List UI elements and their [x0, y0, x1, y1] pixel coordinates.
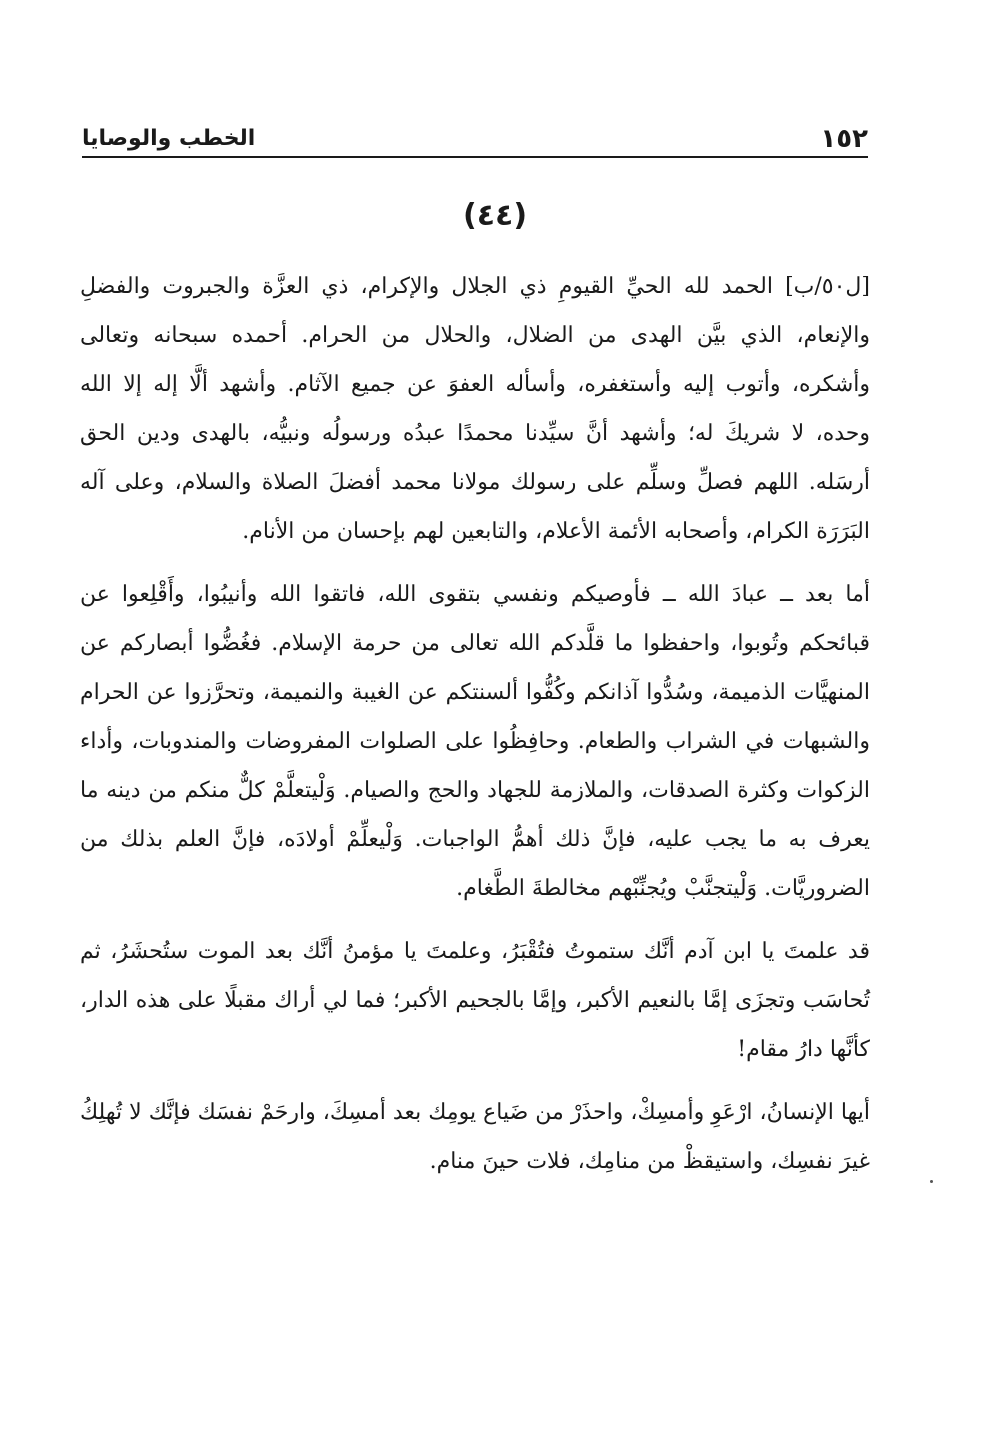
- body-text: [80, 262, 870, 1200]
- page-header: [82, 118, 868, 158]
- running-title: الخطب والوصايا: [82, 126, 256, 151]
- paragraph-reminder-of-death: قد علمتَ يا ابن آدم أنَّك ستموتُ فتُقْبَرُ، وعلمتَ يا مؤمنُ أنَّك بعد الموت ستُحشَرُ، ثم تُحاسَب وتجزَى إمَّا بالنعيم الأكبر، وإمَّا بالجحيم الأكبر؛ فما لي أراك مقبلًا على هذه الدار، كأنَّها دارُ مقام!: [80, 939, 870, 1062]
- section-number: (٤٤): [462, 198, 528, 233]
- paragraph-address-to-man: أيها الإنسانُ، ارْعَوِ وأمسِكْ، واحذَرْ من ضَياع يومِك بعد أمسِكَ، وارحَمْ نفسَك فإنَّك لا تُهلِكُ غيرَ نفسِك، واستيقظْ من منامِك، فلات حينَ منام.: [80, 1100, 870, 1174]
- header-divider: [82, 156, 868, 158]
- page-number: ١٥٢: [820, 124, 868, 154]
- paragraph-opening-praise: [ل٥٠/ب] الحمد لله الحيِّ القيومِ ذي الجلال والإكرام، ذي العزَّة والجبروت والفضلِ والإنعام، الذي بيَّن الهدى من الضلال، والحلال من الحرام. أحمده سبحانه وتعالى وأشكره، وأتوب إليه وأستغفره، وأسأله العفوَ عن جميع الآثام. وأشهد ألَّا إله إلا الله وحده، لا شريكَ له؛ وأشهد أنَّ سيِّدنا محمدًا عبدُه ورسولُه ونبيُّه، بالهدى ودين الحق أرسَله. اللهم فصلِّ وسلِّم على رسولك مولانا محمد أفضلَ الصلاة والسلام، وعلى آله البَرَرَة الكرام، وأصحابه الأئمة الأعلام، والتابعين لهم بإحسان من الأنام.: [80, 274, 870, 544]
- paragraph-exhortation: أما بعد ــ عبادَ الله ــ فأوصيكم ونفسي بتقوى الله، فاتقوا الله وأنيبُوا، وأَقْلِعوا عن قبائحكم وتُوبوا، واحفظوا ما قلَّدكم الله تعالى من حرمة الإسلام. فغُضُّوا أبصاركم عن المنهيَّات الذميمة، وسُدُّوا آذانكم وكُفُّوا ألسنتكم عن الغيبة والنميمة، وتحرَّزوا عن الحرام والشبهات في الشراب والطعام. وحافِظُوا على الصلوات المفروضات والمندوبات، وأداء الزكوات وكثرة الصدقات، والملازمة للجهاد والحج والصيام. وَلْيتعلَّمْ كلٌّ منكم من دينه ما يعرف به ما يجب عليه، فإنَّ ذلك أهمُّ الواجبات. وَلْيعلِّمْ أولادَه، فإنَّ العلم بذلك من الضروريَّات. وَلْيتجنَّبْ ويُجنِّبْهم مخالطةَ الطَّغام.: [80, 582, 870, 901]
- scan-speck: [930, 1180, 933, 1183]
